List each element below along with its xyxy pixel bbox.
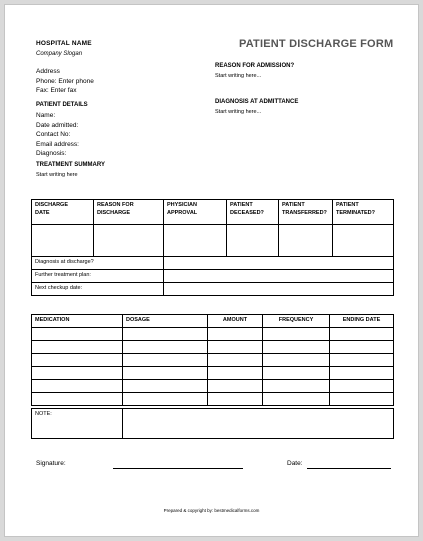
phone-line: Phone: Enter phone	[36, 77, 94, 85]
ending-date-cell[interactable]	[330, 354, 394, 367]
hospital-name: HOSPITAL NAME	[36, 40, 92, 47]
patient-terminated-cell[interactable]	[333, 225, 394, 257]
patient-deceased-header: PATIENT DECEASED?	[227, 200, 279, 225]
fax-line: Fax: Enter fax	[36, 87, 77, 95]
frequency-cell[interactable]	[263, 393, 330, 406]
further-treatment-row	[32, 270, 394, 283]
medication-header: MEDICATION	[32, 315, 123, 328]
medication-table	[31, 314, 394, 406]
dosage-cell[interactable]	[123, 367, 208, 380]
patient-transferred-header: PATIENT TRANSFERRED?	[279, 200, 333, 225]
email-address-field[interactable]: Email address:	[36, 140, 79, 148]
amount-cell[interactable]	[208, 328, 263, 341]
discharge-header-row	[32, 200, 394, 225]
dosage-cell[interactable]	[123, 328, 208, 341]
medication-row	[32, 354, 394, 367]
patient-terminated-header: PATIENT TERMINATED?	[333, 200, 394, 225]
patient-details-heading: PATIENT DETAILS	[36, 102, 88, 108]
date-line[interactable]	[307, 468, 391, 469]
frequency-cell[interactable]	[263, 367, 330, 380]
medication-row	[32, 367, 394, 380]
dosage-cell[interactable]	[123, 380, 208, 393]
frequency-header: FREQUENCY	[263, 315, 330, 328]
diagnosis-admittance-heading: DIAGNOSIS AT ADMITTANCE	[215, 99, 299, 105]
treatment-summary-input[interactable]: Start writing here	[36, 172, 78, 178]
note-cell[interactable]	[123, 409, 394, 439]
signature-line[interactable]	[113, 468, 243, 469]
company-slogan: Company Slogan	[36, 51, 83, 57]
diagnosis-admittance-input[interactable]: Start writing here...	[215, 109, 262, 115]
contact-block	[36, 67, 94, 96]
ending-date-cell[interactable]	[330, 328, 394, 341]
frequency-cell[interactable]	[263, 341, 330, 354]
amount-cell[interactable]	[208, 380, 263, 393]
reason-admission-input[interactable]: Start writing here...	[215, 73, 262, 79]
form-title: PATIENT DISCHARGE FORM	[239, 38, 394, 50]
medication-cell[interactable]	[32, 367, 123, 380]
amount-cell[interactable]	[208, 367, 263, 380]
next-checkup-label: Next checkup date:	[32, 283, 164, 296]
medication-row	[32, 393, 394, 406]
discharge-date-cell[interactable]	[32, 225, 94, 257]
ending-date-cell[interactable]	[330, 367, 394, 380]
dosage-cell[interactable]	[123, 393, 208, 406]
ending-date-cell[interactable]	[330, 341, 394, 354]
frequency-cell[interactable]	[263, 380, 330, 393]
medication-cell[interactable]	[32, 393, 123, 406]
form-page	[4, 4, 419, 537]
reason-admission-heading: REASON FOR ADMISSION?	[215, 63, 295, 69]
diagnosis-discharge-row	[32, 257, 394, 270]
diagnosis-field[interactable]: Diagnosis:	[36, 150, 67, 158]
amount-cell[interactable]	[208, 393, 263, 406]
date-label: Date:	[287, 460, 303, 467]
note-label: NOTE:	[32, 409, 123, 439]
medication-cell[interactable]	[32, 380, 123, 393]
note-row	[32, 409, 394, 439]
amount-header: AMOUNT	[208, 315, 263, 328]
further-treatment-label: Further treatment plan:	[32, 270, 164, 283]
footer-copyright: Prepared & copyright by: bestmedicalforms.com	[163, 508, 260, 513]
physician-approval-header: PHYSICIAN APPROVAL	[164, 200, 227, 225]
physician-approval-cell[interactable]	[164, 225, 227, 257]
dosage-cell[interactable]	[123, 354, 208, 367]
discharge-date-header: DISCHARGE DATE	[32, 200, 94, 225]
medication-header-row	[32, 315, 394, 328]
address-line: Address	[36, 68, 60, 75]
ending-date-header: ENDING DATE	[330, 315, 394, 328]
name-field[interactable]: Name:	[36, 112, 56, 119]
amount-cell[interactable]	[208, 341, 263, 354]
dosage-header: DOSAGE	[123, 315, 208, 328]
medication-row	[32, 341, 394, 354]
frequency-cell[interactable]	[263, 354, 330, 367]
treatment-summary-heading: TREATMENT SUMMARY	[36, 162, 105, 168]
patient-deceased-cell[interactable]	[227, 225, 279, 257]
note-table	[31, 408, 394, 439]
signature-label: Signature:	[36, 460, 66, 467]
medication-cell[interactable]	[32, 341, 123, 354]
ending-date-cell[interactable]	[330, 380, 394, 393]
further-treatment-cell[interactable]	[164, 270, 394, 283]
medication-cell[interactable]	[32, 328, 123, 341]
medication-cell[interactable]	[32, 354, 123, 367]
reason-discharge-cell[interactable]	[94, 225, 164, 257]
patient-transferred-cell[interactable]	[279, 225, 333, 257]
next-checkup-cell[interactable]	[164, 283, 394, 296]
reason-discharge-header: REASON FOR DISCHARGE	[94, 200, 164, 225]
next-checkup-row	[32, 283, 394, 296]
amount-cell[interactable]	[208, 354, 263, 367]
medication-row	[32, 380, 394, 393]
frequency-cell[interactable]	[263, 328, 330, 341]
discharge-entry-row	[32, 225, 394, 257]
diagnosis-discharge-cell[interactable]	[164, 257, 394, 270]
discharge-table	[31, 199, 394, 296]
contact-no-field[interactable]: Contact No:	[36, 131, 71, 139]
diagnosis-discharge-label: Diagnosis at discharge?	[32, 257, 164, 270]
ending-date-cell[interactable]	[330, 393, 394, 406]
dosage-cell[interactable]	[123, 341, 208, 354]
patient-details-fields	[36, 111, 79, 159]
date-admitted-field[interactable]: Date admitted:	[36, 121, 79, 129]
medication-row	[32, 328, 394, 341]
